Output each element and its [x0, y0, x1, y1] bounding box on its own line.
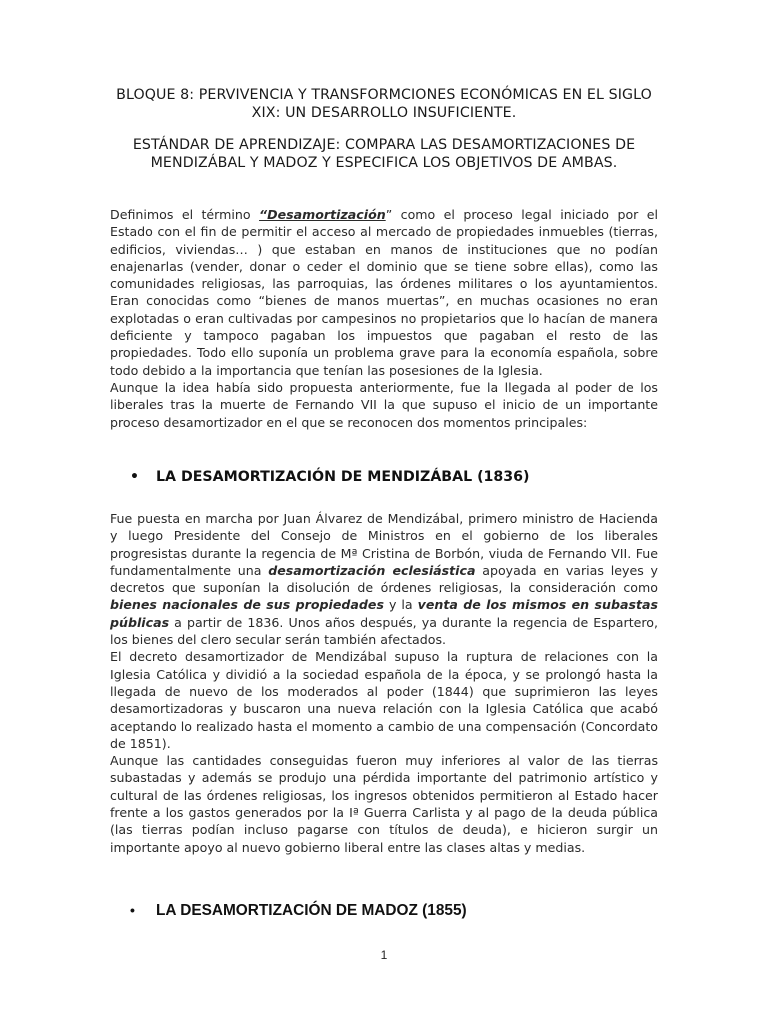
- document-page: [110, 0, 658, 1024]
- mendizabal-paragraph-1: [110, 510, 658, 648]
- mendizabal-text: y la: [383, 597, 418, 613]
- section-heading-text: LA DESAMORTIZACIÓN DE MENDIZÁBAL (1836): [156, 469, 530, 485]
- document-title: BLOQUE 8: PERVIVENCIA Y TRANSFORMCIONES ECONÓMICAS EN EL SIGLO XIX: UN DESARROLLO INSUFICIENTE.: [116, 87, 652, 121]
- learning-standard-title: ESTÁNDAR DE APRENDIZAJE: COMPARA LAS DESAMORTIZACIONES DE MENDIZÁBAL Y MADOZ Y ESPECIFICA LOS OBJETIVOS DE AMBAS.: [132, 137, 636, 171]
- page-number: 1: [380, 948, 388, 962]
- section-heading-madoz: [130, 902, 467, 920]
- intro-text-after-term: ” como el proceso legal iniciado por el Estado con el fin de permitir el acceso al mercado de propiedades inmuebles (tierras, edificios, viviendas… ) que estaban en manos de instituciones que no podían enajenarlas (vender, donar o ceder el dominio que se tiene sobre ellas), como las comunidades religiosas, las parroquias, las órdenes militares o los ayuntamientos. Eran conocidas como “bienes de manos muertas”, en muchas ocasiones no eran explotadas o eran cultivadas por campesinos no propietarios que lo hacían de manera deficiente y tampoco pagaban los impuestos que pagaban el resto de las propiedades. Todo ello suponía un problema grave para la economía española, sobre todo debido a la importancia que tenían las posesiones de la Iglesia.: [110, 207, 658, 378]
- mendizabal-text: apoyada en varias leyes y decretos que suponían la disolución de órdenes religiosas, la consideración como: [110, 562, 658, 596]
- desamortizacion-term: “Desamortización: [259, 207, 386, 222]
- emphasis-desamortizacion-eclesiastica: desamortización eclesiástica: [268, 562, 476, 578]
- intro-text-before-term: Definimos el término: [110, 207, 260, 222]
- emphasis-venta-subastas: venta de los mismos en subastas públicas: [110, 597, 658, 630]
- section-heading-mendizabal: [130, 469, 530, 485]
- section-heading-text: LA DESAMORTIZACIÓN DE MADOZ (1855): [156, 902, 467, 919]
- intro-section: [110, 206, 658, 431]
- bullet-icon: •: [130, 469, 139, 485]
- intro-paragraph-1: [110, 206, 658, 379]
- mendizabal-section-body: [110, 510, 658, 856]
- bullet-icon: •: [130, 902, 135, 918]
- mendizabal-paragraph-2: El decreto desamortizador de Mendizábal supuso la ruptura de relaciones con la Iglesia Católica y dividió a la sociedad española de la época, y se prolongó hasta la llegada de nuevo de los moderados al poder (1844) que suprimieron las leyes desamortizadoras y buscaron una nueva relación con la Iglesia Católica que acabó aceptando lo realizado hasta el momento a cambio de una compensación (Concordato de 1851).: [110, 649, 658, 751]
- intro-paragraph-2: Aunque la idea había sido propuesta anteriormente, fue la llegada al poder de los liberales tras la muerte de Fernando VII la que supuso el inicio de un importante proceso desamortizador en el que se reconocen dos momentos principales:: [110, 379, 658, 430]
- mendizabal-text: a partir de 1836. Unos años después, ya durante la regencia de Espartero, los bienes del clero secular serán también afectados.: [110, 614, 658, 648]
- emphasis-bienes-nacionales: bienes nacionales de sus propiedades: [110, 597, 384, 613]
- mendizabal-paragraph-3: Aunque las cantidades conseguidas fueron muy inferiores al valor de las tierras subastadas y además se produjo una pérdida importante del patrimonio artístico y cultural de las órdenes religiosas, los ingresos obtenidos permitieron al Estado hacer frente a los gastos generados por la Iª Guerra Carlista y al pago de la deuda pública (las tierras podían incluso pagarse con títulos de deuda), e hicieron surgir un importante apoyo al nuevo gobierno liberal entre las clases altas y medias.: [110, 753, 658, 855]
- mendizabal-text: Fue puesta en marcha por Juan Álvarez de Mendizábal, primero ministro de Hacienda y luego Presidente del Consejo de Ministros en el gobierno de los liberales progresistas durante la regencia de Mª Cristina de Borbón, viuda de Fernando VII. Fue fundamentalmente una: [110, 511, 658, 578]
